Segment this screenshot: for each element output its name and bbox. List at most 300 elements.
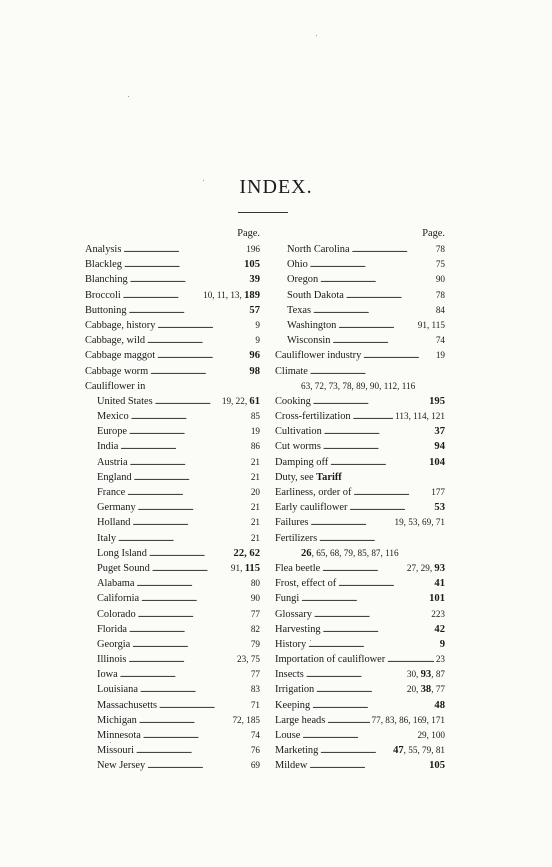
dot-leader (330, 455, 427, 470)
index-entry-continuation (275, 379, 445, 394)
index-entry (275, 743, 445, 758)
index-entry (85, 515, 260, 530)
index-entry (85, 607, 260, 622)
index-entry (275, 500, 445, 515)
page-ref: 21 (250, 471, 260, 482)
index-pages (244, 257, 260, 272)
index-term: Analysis (85, 244, 122, 255)
page-ref-bold: 101 (429, 593, 445, 605)
index-entry (275, 439, 445, 454)
index-term: Cabbage, wild (85, 335, 146, 347)
page-ref: 71 (250, 699, 260, 710)
index-term: Cabbage worm (85, 365, 149, 377)
dot-leader (152, 561, 229, 576)
dot-leader (147, 333, 253, 348)
page-ref: 77 (250, 669, 260, 680)
index-pages (395, 409, 445, 424)
dot-leader (322, 561, 405, 576)
dot-leader (363, 348, 434, 363)
index-pages (436, 257, 445, 272)
index-entry (275, 698, 445, 713)
page-column-header: Page. (422, 228, 445, 239)
index-pages (251, 470, 260, 485)
page-ref-bold: 57 (249, 304, 260, 316)
dot-leader (313, 394, 427, 409)
index-pages (222, 394, 260, 409)
index-term: Flea beetle (275, 562, 321, 574)
dot-leader (301, 591, 427, 606)
index-term: Climate (275, 365, 308, 377)
index-term: History (275, 638, 307, 650)
dot-leader (155, 394, 220, 409)
index-entry (85, 576, 260, 591)
index-entry (85, 622, 260, 637)
index-term: Italy (97, 532, 117, 544)
dot-leader (310, 515, 392, 530)
page-ref-bold: 53 (434, 502, 445, 514)
dot-leader (159, 698, 249, 713)
dot-leader (120, 439, 248, 454)
index-pages (203, 288, 260, 303)
index-term: Insects (275, 669, 304, 681)
page-ref: , 87 (431, 669, 445, 680)
dot-leader (302, 728, 415, 743)
index-term: Iowa (97, 669, 118, 681)
page-ref: 86 (250, 441, 260, 452)
page-ref-bold: 22, 62 (233, 547, 260, 559)
dot-leader (128, 652, 235, 667)
index-entry (85, 652, 260, 667)
page-ref-bold: 37 (434, 426, 445, 438)
index-entry (275, 242, 445, 257)
index-entry (275, 667, 445, 682)
index-term: Blanching (85, 274, 128, 286)
index-term: Harvesting (275, 623, 321, 635)
index-pages (436, 333, 445, 348)
dot-leader (319, 531, 443, 546)
dot-leader (138, 500, 249, 515)
page-ref: 77 (250, 608, 260, 619)
page-ref: 9 (255, 335, 260, 346)
index-pages (255, 318, 260, 333)
index-pages (434, 500, 445, 515)
index-term: Cooking (275, 395, 311, 407)
dot-leader (129, 622, 249, 637)
page-ref: 177 (431, 487, 445, 497)
index-pages (372, 713, 446, 728)
dot-leader (353, 485, 429, 500)
index-pages (429, 394, 445, 409)
index-entry (275, 424, 445, 439)
dot-leader (316, 682, 405, 697)
page-ref: 84 (435, 304, 445, 315)
page-ref-bold: 38 (420, 684, 432, 696)
dot-leader (140, 682, 249, 697)
page-ref-bold: 42 (434, 623, 445, 635)
dot-leader (324, 424, 433, 439)
dot-leader (134, 470, 249, 485)
index-term: Buttoning (85, 304, 127, 316)
index-term: Glossary (275, 608, 312, 620)
index-pages (251, 758, 260, 773)
index-term: Keeping (275, 699, 311, 711)
dot-leader (346, 288, 434, 303)
index-entry (275, 257, 445, 272)
dot-leader (312, 698, 432, 713)
index-term: Marketing (275, 745, 319, 757)
index-entry (275, 591, 445, 606)
paper-speck (128, 96, 129, 97)
index-term: United States (97, 395, 153, 407)
index-term: Earliness, order of (275, 487, 352, 498)
index-entry (85, 758, 260, 773)
dot-leader (310, 257, 434, 272)
index-term: Austria (97, 456, 128, 468)
paper-speck (203, 180, 204, 181)
dot-leader (131, 409, 249, 424)
index-entry (275, 652, 445, 667)
page-ref: 196 (246, 244, 260, 254)
index-entry (85, 455, 260, 470)
title-rule (238, 212, 288, 213)
index-entry (85, 303, 260, 318)
dot-leader (323, 622, 433, 637)
page-ref: 21 (250, 456, 260, 467)
dot-leader (136, 743, 249, 758)
index-term: Cultivation (275, 426, 322, 438)
page-ref-bold: 105 (244, 259, 260, 271)
page-ref: 83 (250, 684, 260, 695)
index-pages (436, 272, 445, 287)
index-pages (429, 455, 445, 470)
index-pages (407, 682, 445, 697)
index-term: Puget Sound (97, 562, 150, 574)
index-pages (394, 515, 445, 530)
index-entry (85, 667, 260, 682)
index-entry (85, 272, 260, 287)
index-pages (434, 576, 445, 591)
page-ref-bold: 47 (393, 745, 404, 757)
page-ref: 223 (431, 608, 445, 619)
page-ref: 30, (406, 669, 421, 680)
page-ref: 20 (250, 487, 260, 497)
page-ref: , 55, 79, 81 (403, 745, 445, 756)
index-entry (275, 682, 445, 697)
index-entry (85, 500, 260, 515)
index-pages (251, 409, 260, 424)
index-pages (434, 622, 445, 637)
page-ref: 23 (435, 654, 445, 665)
paper-speck (316, 35, 317, 36)
index-entry (275, 348, 445, 363)
index-term: Cabbage maggot (85, 350, 156, 362)
index-entry (275, 576, 445, 591)
dot-leader (157, 348, 247, 363)
index-entry (85, 698, 260, 713)
index-pages (251, 607, 260, 622)
index-term: Minnesota (97, 730, 141, 741)
page-ref-bold: 93 (434, 562, 445, 574)
index-entry (85, 743, 260, 758)
index-entry (275, 515, 445, 530)
index-pages (429, 758, 445, 773)
index-pages (251, 576, 260, 591)
index-term: India (97, 441, 119, 453)
index-pages (434, 439, 445, 454)
index-term: Long Island (97, 547, 147, 559)
index-entry (85, 242, 260, 257)
page-ref-bold: 96 (249, 350, 260, 362)
index-pages (407, 561, 445, 576)
index-pages (434, 424, 445, 439)
dot-leader (143, 728, 249, 743)
index-term: Fertilizers (275, 532, 318, 544)
dot-leader (132, 515, 248, 530)
index-term: Georgia (97, 638, 131, 650)
index-entry (275, 758, 445, 773)
index-entry (85, 333, 260, 348)
index-term: Germany (97, 502, 136, 514)
page-ref: 21 (250, 532, 260, 543)
index-entry (275, 637, 445, 652)
index-term: Louisiana (97, 684, 138, 696)
index-term: Cross-fertilization (275, 411, 351, 423)
index-term: Holland (97, 517, 131, 529)
dot-leader (349, 500, 432, 515)
index-pages (232, 713, 260, 728)
index-term: Wisconsin (287, 335, 331, 347)
index-pages (249, 303, 260, 318)
dot-leader (353, 409, 394, 424)
dot-leader (320, 743, 391, 758)
index-term: Massachusetts (97, 699, 158, 711)
index-term: Cut worms (275, 441, 321, 453)
entry-list-left (85, 242, 260, 774)
index-entry (85, 591, 260, 606)
dot-leader (323, 439, 433, 454)
index-entry (85, 424, 260, 439)
dot-leader (139, 713, 231, 728)
index-term: England (97, 471, 132, 483)
index-pages (234, 546, 260, 561)
page-ref: 90 (250, 593, 260, 604)
index-pages (251, 515, 260, 530)
index-term: Large heads (275, 714, 326, 726)
page-ref: 91, (230, 562, 245, 573)
index-pages (251, 743, 260, 758)
index-term: Damping off (275, 456, 329, 468)
index-term: Early cauliflower (275, 502, 348, 514)
index-pages (436, 348, 445, 363)
dot-leader (123, 288, 201, 303)
index-pages (231, 561, 260, 576)
see-reference: Tariff (316, 471, 342, 483)
index-pages (431, 607, 445, 622)
dot-leader (137, 576, 249, 591)
dot-leader (313, 303, 434, 318)
dot-leader (130, 272, 248, 287)
index-term: Ohio (287, 259, 308, 271)
page-ref-bold: 41 (434, 578, 445, 590)
page-ref-bold: 39 (249, 274, 260, 286)
index-pages (251, 682, 260, 697)
page-ref-bold: 115 (244, 562, 260, 574)
index-pages (249, 272, 260, 287)
index-entry (85, 728, 260, 743)
page-ref: 85 (250, 411, 260, 422)
page-ref: 79 (250, 638, 260, 649)
index-term: Washington (287, 319, 337, 331)
page-ref: 19, 22, (221, 395, 250, 406)
page-ref: 76 (250, 745, 260, 756)
index-entry (85, 348, 260, 363)
index-entry (85, 288, 260, 303)
index-term: France (97, 487, 126, 498)
page-ref-bold: 189 (244, 289, 260, 301)
page-ref-bold: 48 (434, 699, 445, 711)
index-entry (275, 622, 445, 637)
index-term: Texas (287, 304, 312, 316)
index-entry (85, 394, 260, 409)
index-pages (251, 667, 260, 682)
index-entry (85, 713, 260, 728)
page-ref: 19 (435, 350, 445, 361)
index-pages (251, 698, 260, 713)
page-ref: , 77 (431, 684, 445, 695)
index-entry (275, 485, 445, 500)
dot-leader (309, 758, 427, 773)
index-pages (436, 288, 445, 303)
page-ref: 91, 115 (417, 319, 445, 330)
page-ref: 21 (250, 517, 260, 528)
index-pages (251, 531, 260, 546)
index-term: New Jersey (97, 760, 146, 772)
page-ref: 19 (250, 426, 260, 437)
dot-leader (130, 455, 249, 470)
index-entry-continuation (275, 546, 445, 561)
index-pages (246, 242, 260, 257)
index-pages (249, 364, 260, 379)
index-term: Mildew (275, 760, 308, 772)
dot-leader (150, 364, 247, 379)
page-ref-bold: 195 (429, 395, 445, 407)
index-term: Cabbage, history (85, 319, 156, 331)
dot-leader (124, 257, 242, 272)
page-ref: 19, 53, 69, 71 (394, 517, 445, 528)
index-term: Blackleg (85, 259, 122, 271)
index-term: Colorado (97, 608, 136, 620)
index-term: Oregon (287, 274, 319, 286)
index-entry (85, 485, 260, 500)
index-pages (434, 698, 445, 713)
page-column-header: Page. (237, 228, 260, 239)
index-column-right (275, 227, 445, 774)
index-pages (251, 622, 260, 637)
dot-leader (149, 546, 232, 561)
dot-leader (332, 333, 433, 348)
index-term: Irrigation (275, 684, 315, 696)
page-ref: 75 (435, 259, 445, 270)
page-ref: 74 (250, 730, 260, 740)
index-entry (85, 439, 260, 454)
dot-leader (120, 667, 249, 682)
index-term: South Dakota (287, 289, 344, 301)
page-ref: 90 (435, 274, 445, 285)
page-ref: 29, 100 (417, 730, 445, 740)
index-term: Alabama (97, 578, 135, 590)
page-ref: 82 (250, 623, 260, 634)
index-entry (85, 561, 260, 576)
dot-leader (320, 272, 434, 287)
page-ref: 21 (250, 502, 260, 513)
page-ref: 113, 114, 121 (395, 411, 445, 422)
index-entry (85, 379, 260, 394)
index-term: Duty, see Tariff (275, 471, 342, 483)
page-ref: 9 (255, 319, 260, 330)
index-entry (275, 561, 445, 576)
dot-leader (352, 242, 434, 257)
index-entry (275, 394, 445, 409)
index-entry (275, 470, 445, 485)
index-entry (275, 272, 445, 287)
page-ref: 69 (250, 760, 260, 771)
page-ref-bold: 98 (249, 365, 260, 377)
entry-list-right (275, 242, 445, 774)
dot-leader (157, 318, 253, 333)
index-entry (275, 333, 445, 348)
page-ref-bold: 93 (420, 669, 432, 681)
index-pages (237, 652, 260, 667)
index-term: Cauliflower industry (275, 350, 362, 362)
index-term: California (97, 593, 140, 605)
index-pages (393, 743, 445, 758)
index-pages (429, 591, 445, 606)
index-entry (275, 607, 445, 622)
dot-leader (138, 607, 249, 622)
index-pages (417, 728, 445, 743)
page-ref-bold: 9 (439, 638, 445, 650)
index-term: Mexico (97, 411, 129, 423)
index-entry (275, 713, 445, 728)
dot-leader (338, 576, 432, 591)
index-term: Michigan (97, 714, 137, 726)
dot-leader (387, 652, 434, 667)
index-pages (255, 333, 260, 348)
index-pages (251, 728, 260, 743)
index-entry (85, 637, 260, 652)
page-ref-bold: 94 (434, 441, 445, 453)
index-entry (85, 257, 260, 272)
index-term: Missouri (97, 745, 134, 757)
dot-leader (123, 242, 244, 257)
index-pages (251, 591, 260, 606)
index-term: Europe (97, 426, 128, 438)
dot-leader (308, 637, 438, 652)
index-term: Fungi (275, 593, 300, 605)
index-entry (85, 318, 260, 333)
index-pages (407, 667, 445, 682)
index-pages (431, 485, 445, 500)
dot-leader (314, 607, 429, 622)
paper-speck (110, 742, 111, 743)
dot-leader (127, 485, 249, 500)
dot-leader (338, 318, 415, 333)
index-entry (85, 409, 260, 424)
page-ref: 23, 75 (237, 654, 260, 665)
page-ref: 27, 29, (406, 562, 435, 573)
index-term: North Carolina (287, 244, 350, 255)
page-ref-bold: 26 (301, 547, 312, 559)
